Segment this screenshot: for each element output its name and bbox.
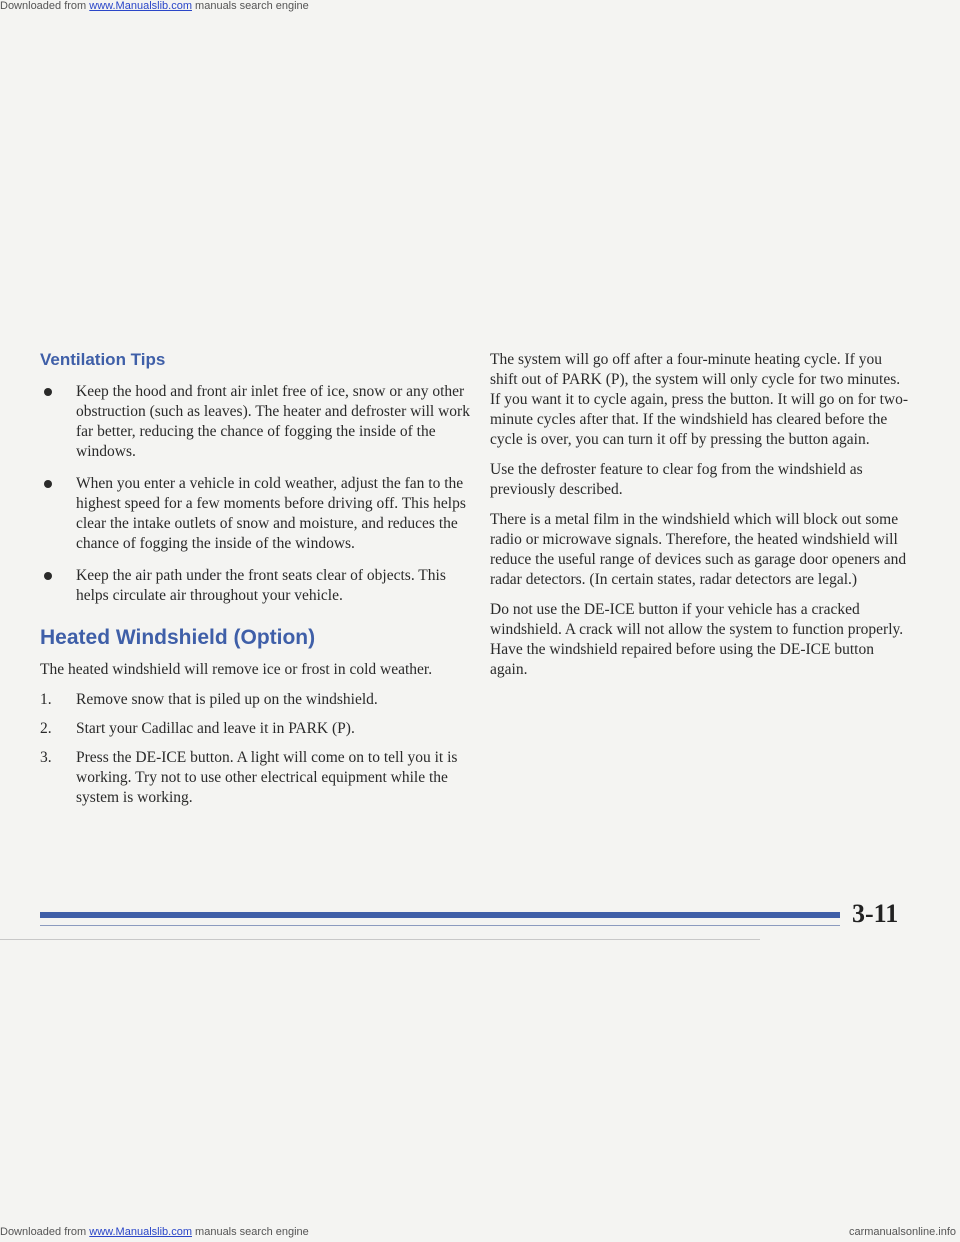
metal-film-paragraph: There is a metal film in the windshield which will block out some radio or microwave signals. Therefore, the heated windshield will reduce the useful range of devices such as garage door openers and radar detectors. (In certain states, radar detectors are legal.)	[490, 511, 907, 588]
bullet-text: When you enter a vehicle in cold weather, adjust the fan to the highest speed for a few moments before driving off. This helps clear the intake outlets of snow and moisture, and reduces the chance of fogging the inside of the windows.	[76, 475, 466, 552]
heated-windshield-title: Heated Windshield (Option)	[40, 626, 316, 649]
heated-windshield-intro: The heated windshield will remove ice or frost in cold weather.	[40, 661, 433, 678]
footer-rule-thin	[40, 925, 840, 926]
bullet-icon	[44, 572, 52, 580]
cracked-windshield-paragraph: Do not use the DE-ICE button if your vehicle has a cracked windshield. A crack will not allow the system to function properly. Have the windshield repaired before using the DE-ICE button again.	[490, 601, 904, 678]
page-number: 3-11	[852, 899, 899, 928]
list-item	[40, 566, 470, 606]
cycle-paragraph: The system will go off after a four-minute heating cycle. If you shift out of PARK (P), the system will only cycle for two minutes. If you want it to cycle again, press the button. It will go on for two-minute cycles after that. If the windshield has cleared before the cycle is over, you can turn it off by pressing the button again.	[490, 351, 908, 448]
defroster-paragraph: Use the defroster feature to clear fog from the windshield as previously described.	[490, 461, 863, 498]
watermark-prefix: Downloaded from	[0, 0, 87, 12]
right-column	[490, 350, 910, 690]
step-text: Start your Cadillac and leave it in PARK (P).	[76, 720, 355, 737]
step-number: 1.	[40, 691, 52, 708]
step-number: 3.	[40, 749, 52, 766]
list-item	[40, 474, 470, 554]
list-item	[40, 748, 470, 808]
step-number: 2.	[40, 720, 52, 737]
left-column	[40, 350, 470, 817]
step-text: Press the DE-ICE button. A light will come on to tell you it is working. Try not to use other electrical equipment while the system is working.	[76, 749, 458, 806]
ventilation-tips-heading: Ventilation Tips	[40, 350, 166, 369]
step-text: Remove snow that is piled up on the windshield.	[76, 691, 378, 708]
manualslib-link[interactable]: www.Manualslib.com	[89, 1226, 192, 1238]
site-watermark: carmanualsonline.info	[848, 1226, 956, 1238]
footer-rule	[40, 912, 840, 918]
download-watermark	[0, 1226, 309, 1238]
ventilation-tips-list	[40, 382, 470, 606]
list-item	[40, 690, 470, 710]
watermark-suffix: manuals search engine	[195, 0, 309, 12]
bullet-icon	[44, 480, 52, 488]
watermark-prefix: Downloaded from	[0, 1226, 87, 1238]
watermark-suffix: manuals search engine	[195, 1226, 309, 1238]
manualslib-link[interactable]: www.Manualslib.com	[89, 0, 192, 12]
bullet-text: Keep the hood and front air inlet free of ice, snow or any other obstruction (such as leaves). The heater and defroster will work far better, reducing the chance of fogging the inside of the windows.	[76, 383, 470, 460]
scan-divider	[0, 939, 760, 940]
bullet-text: Keep the air path under the front seats clear of objects. This helps circulate air throughout your vehicle.	[76, 567, 446, 604]
heated-windshield-steps	[40, 690, 470, 808]
list-item	[40, 719, 470, 739]
bullet-icon	[44, 388, 52, 396]
list-item	[40, 382, 470, 462]
download-watermark-top	[0, 0, 309, 12]
